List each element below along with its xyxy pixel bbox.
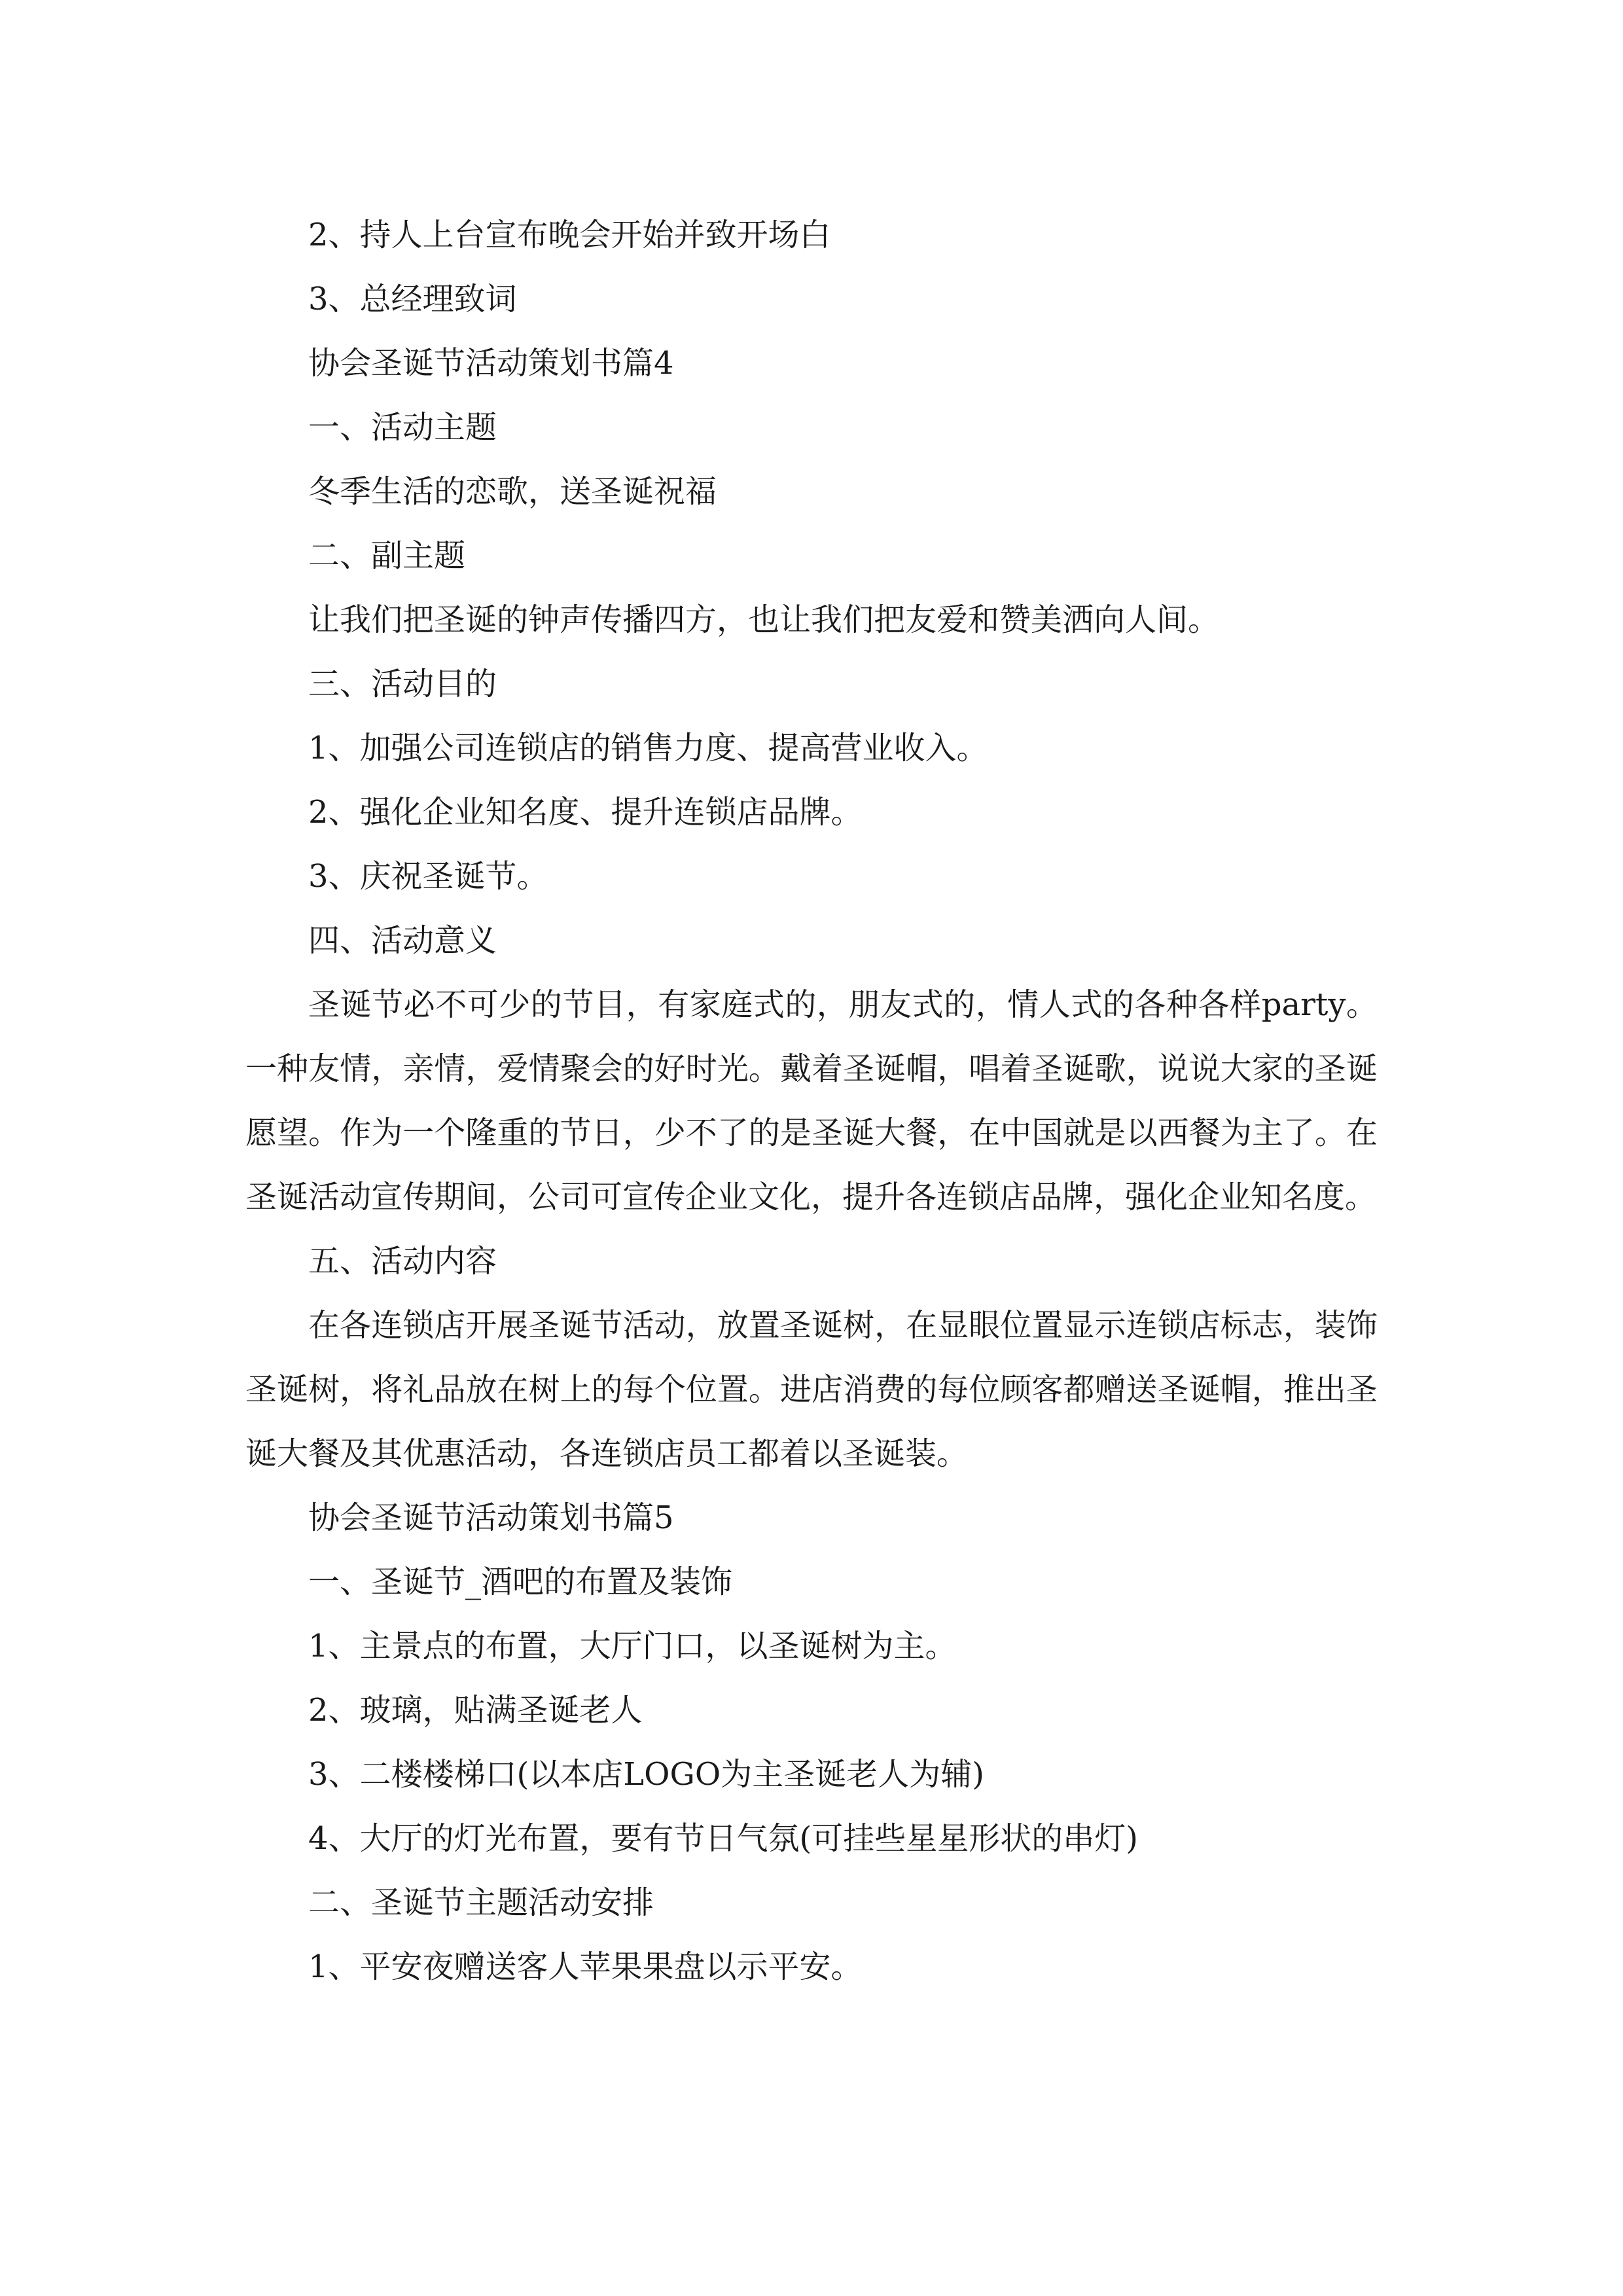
list-item: 2、强化企业知名度、提升连锁店品牌。: [308, 794, 863, 831]
text-line: 让我们把圣诞的钟声传播四方，也让我们把友爱和赞美洒向人间。: [308, 601, 1220, 638]
list-item: 1、平安夜赠送客人苹果果盘以示平安。: [308, 1948, 863, 1985]
heading: 三、活动目的: [308, 666, 497, 702]
list-item: 3、二楼楼梯口(以本店LOGO为主圣诞老人为辅): [308, 1756, 984, 1793]
heading: 二、圣诞节主题活动安排: [308, 1884, 654, 1921]
paragraph-content: 在各连锁店开展圣诞节活动，放置圣诞树，在显眼位置显示连锁店标志，装饰圣诞树，将礼品放在树上的每个位置。进店消费的每位顾客都赠送圣诞帽，推出圣诞大餐及其优惠活动，各连锁店员工都着以圣诞装。: [245, 1307, 1378, 1472]
heading: 一、圣诞节_酒吧的布置及装饰: [308, 1564, 733, 1600]
section-title: 协会圣诞节活动策划书篇4: [308, 345, 674, 382]
text-line: 冬季生活的恋歌，送圣诞祝福: [308, 473, 717, 510]
text-line: 3、总经理致词: [308, 281, 517, 317]
list-item: 1、加强公司连锁店的销售力度、提高营业收入。: [308, 730, 988, 766]
paragraph-significance: 圣诞节必不可少的节目，有家庭式的，朋友式的，情人式的各种各样party。一种友情，亲情，爱情聚会的好时光。戴着圣诞帽，唱着圣诞歌，说说大家的圣诞愿望。作为一个隆重的节日，少不了的是圣诞大餐，在中国就是以西餐为主了。在圣诞活动宣传期间，公司可宣传企业文化，提升各连锁店品牌，强化企业知名度。: [245, 986, 1378, 1215]
list-item: 4、大厅的灯光布置，要有节日气氛(可挂些星星形状的串灯): [308, 1820, 1138, 1857]
list-item: 1、主景点的布置，大厅门口，以圣诞树为主。: [308, 1628, 957, 1664]
document-body: [245, 203, 1378, 1999]
heading: 四、活动意义: [308, 922, 497, 959]
list-item: 3、庆祝圣诞节。: [308, 858, 548, 895]
heading: 五、活动内容: [308, 1243, 497, 1280]
list-item: 2、玻璃，贴满圣诞老人: [308, 1692, 643, 1729]
heading: 二、副主题: [308, 537, 466, 574]
text-line: 2、持人上台宣布晚会开始并致开场白: [308, 217, 831, 253]
section-title: 协会圣诞节活动策划书篇5: [308, 1499, 674, 1536]
heading: 一、活动主题: [308, 409, 497, 446]
